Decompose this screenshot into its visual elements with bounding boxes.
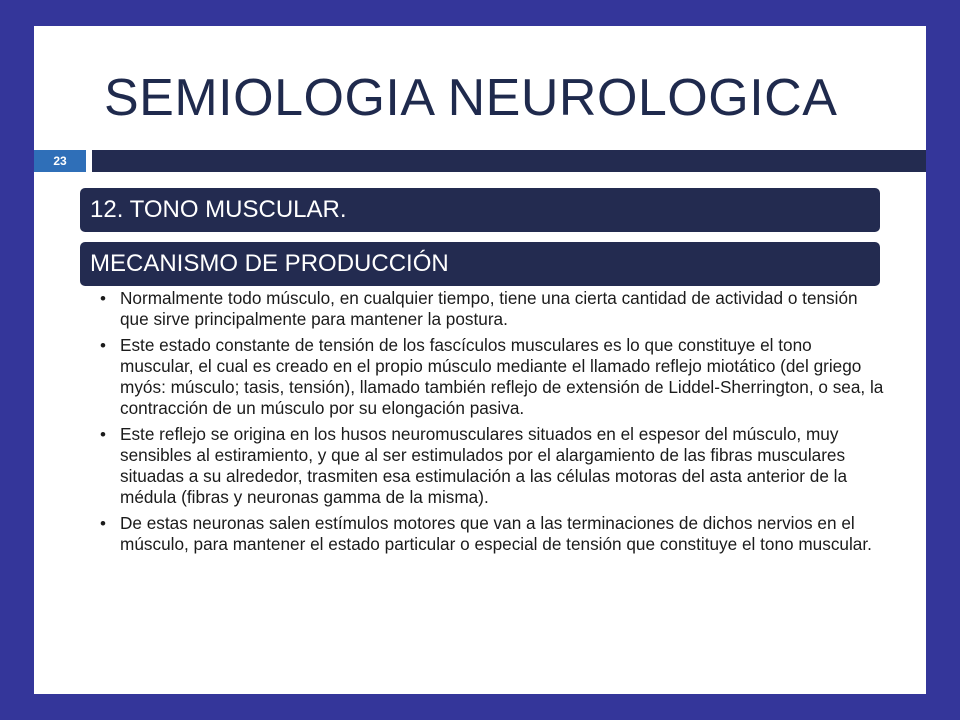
bullet-icon: • xyxy=(100,289,106,308)
bullet-text: Este estado constante de tensión de los fascículos musculares es lo que constituye el tono muscular, el cual es creado en el propio músculo mediante el llamado reflejo miotático (del griego myós: músculo; tasis, tensión), llamado también reflejo de extensión de Liddel-Sherrington, o sea, la contracción de un músculo por su elongación pasiva. xyxy=(120,335,884,418)
slide-number-badge xyxy=(34,150,86,172)
bullet-item xyxy=(96,424,886,508)
bullet-text: Normalmente todo músculo, en cualquier tiempo, tiene una cierta cantidad de actividad o tensión que sirve principalmente para mantener la postura. xyxy=(120,288,858,329)
bullet-icon: • xyxy=(100,425,106,444)
bullet-icon: • xyxy=(100,514,106,533)
bullet-icon: • xyxy=(100,336,106,355)
title-divider-bar xyxy=(92,150,926,172)
bullet-item xyxy=(96,288,886,330)
bullet-text: De estas neuronas salen estímulos motores que van a las terminaciones de dichos nervios en el músculo, para mantener el estado particular o especial de tensión que constituye el tono muscular. xyxy=(120,513,872,554)
bullet-item xyxy=(96,513,886,555)
bullet-text: Este reflejo se origina en los husos neuromusculares situados en el espesor del músculo, muy sensibles al estiramiento, y que al ser estimulados por el alargamiento de las fibras musculares situadas a su alrededor, trasmiten esa estimulación a las células motoras del asta anterior de la médula (fibras y neuronas gamma de la misma). xyxy=(120,424,848,507)
bullet-list xyxy=(96,288,886,560)
section-heading-box xyxy=(80,188,880,232)
subheading: MECANISMO DE PRODUCCIÓN xyxy=(90,250,449,277)
section-heading: 12. TONO MUSCULAR. xyxy=(90,196,347,223)
subheading-box xyxy=(80,242,880,286)
bullet-item xyxy=(96,335,886,419)
slide-title: SEMIOLOGIA NEUROLOGICA xyxy=(104,69,838,127)
slide-number: 23 xyxy=(53,154,67,168)
slide xyxy=(34,26,926,694)
